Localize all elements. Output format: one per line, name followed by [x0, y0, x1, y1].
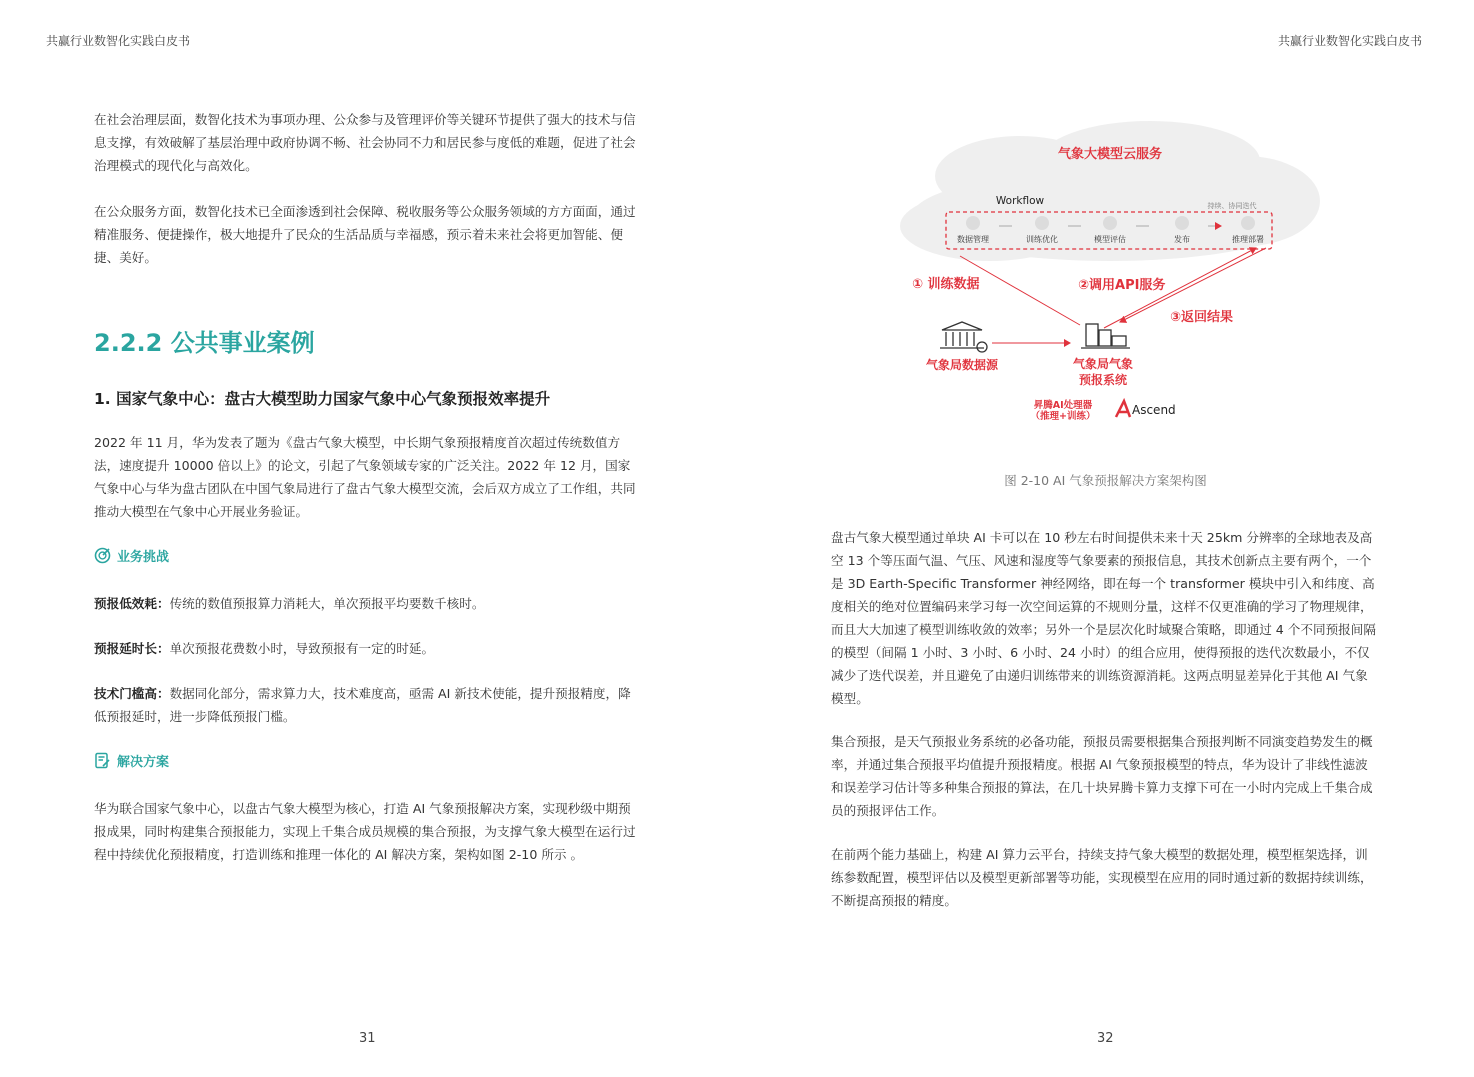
architecture-diagram [880, 116, 1340, 436]
step-publish: 发布 [1174, 235, 1190, 244]
business-challenge-heading [94, 546, 169, 565]
running-header-left: 共赢行业数智化实践白皮书 [46, 34, 191, 48]
publish-icon [1175, 216, 1189, 230]
paragraph-pangu-model: 盘古气象大模型通过单块 AI 卡可以在 10 秒左右时间提供未来十天 25km 分辨率的全球地表及高空 13 个等压面气温、气压、风速和湿度等气象要素的预报信息，其技术创新点主要有两个，一个是 3D Earth-Specific Transformer 神经网络，即在每一个 transformer 模块中引入和纬度、高度相关的绝对位置编码来学习每一次空间运算的不规则分量，这样不仅更准确的学习了物理规律，而且大大加速了模型训练收敛的效率；另外一个是层次化时域聚合策略，即通过 4 个不同预报间隔的模型（间隔 1 小时、3 小时、6 小时、24 小时）的组合应用，使得预报的迭代次数最小，不仅减少了迭代误差，并且避免了由递归训练带来的训练资源消耗。这两点明显差异化于其他 AI 气象模型。 [831, 530, 1376, 706]
architecture-figure [880, 116, 1340, 436]
page-number-left: 31 [359, 1031, 376, 1046]
step-data-manage: 数据管理 [957, 235, 989, 244]
step-training-optimize: 训练优化 [1026, 235, 1058, 244]
challenge-item-latency-label: 预报延时长： [94, 641, 170, 656]
ascend-logo-icon [1116, 401, 1130, 417]
challenge-item-latency [94, 637, 642, 660]
challenge-item-latency-text: 单次预报花费数小时，导致预报有一定的时延。 [169, 641, 435, 656]
solution-heading [94, 751, 169, 770]
paragraph-case-intro: 2022 年 11 月，华为发表了题为《盘古气象大模型，中长期气象预报精度首次超过传统数值方法，速度提升 10000 倍以上》的论文，引起了气象领域专家的广泛关注。2022 年 12 月，国家气象中心与华为盘古团队在中国气象局进行了盘古气象大模型交流，会后双方成立了工作组，共同推动大模型在气象中心开展业务验证。 [94, 435, 636, 519]
label-ascend-usage: （推理+训练） [1030, 411, 1096, 422]
page-number-right: 32 [1097, 1031, 1114, 1046]
label-system-line1: 气象局气象 [1072, 357, 1134, 371]
label-ascend-processor: 昇腾AI处理器 [1033, 400, 1093, 411]
paragraph-ensemble-forecast: 集合预报，是天气预报业务系统的必备功能，预报员需要根据集合预报判断不同演变趋势发生的概率，并通过集合预报平均值提升预报精度。根据 AI 气象预报模型的特点，华为设计了非线性滤波和误差学习估计等多种集合预报的算法，在几十块昇腾卡算力支撑下可在一小时内完成上千集合成员的预报评估工作。 [831, 734, 1373, 818]
business-challenge-label: 业务挑战 [117, 550, 170, 565]
running-header-right: 共赢行业数智化实践白皮书 [1277, 34, 1422, 48]
section-title: 2.2.2 公共事业案例 [94, 329, 315, 357]
data-manage-icon [966, 216, 980, 230]
challenge-item-efficiency-text: 传统的数值预报算力消耗大，单次预报平均要数千核时。 [169, 596, 485, 611]
challenge-item-threshold [94, 682, 642, 728]
workflow-label: Workflow [995, 195, 1045, 207]
paragraph-solution: 华为联合国家气象中心，以盘古气象大模型为核心，打造 AI 气象预报解决方案，实现秒级中期预报成果，同时构建集合预报能力，实现上千集合成员规模的集合预报，为支撑气象大模型在运行过程中持续优化预报精度，打造训练和推理一体化的 AI 解决方案，架构如图 2-10 所示 。 [94, 801, 636, 862]
step-model-eval: 模型评估 [1094, 235, 1126, 244]
label-return-result: ③返回结果 [1170, 310, 1234, 325]
ascend-brand: Ascend [1132, 403, 1176, 417]
challenge-item-threshold-text: 数据同化部分，需求算力大，技术难度高，亟需 AI 新技术使能，提升预报精度，降低预报延时，进一步降低预报门槛。 [94, 686, 631, 724]
challenge-item-efficiency [94, 592, 642, 615]
iterate-label: 持续、协同迭代 [1207, 202, 1257, 210]
solution-label: 解决方案 [117, 755, 170, 770]
label-system-line2: 预报系统 [1078, 373, 1128, 387]
deploy-icon [1241, 216, 1255, 230]
label-data-source: 气象局数据源 [925, 358, 999, 372]
challenge-item-threshold-label: 技术门槛高： [94, 686, 170, 701]
label-training-data: ① 训练数据 [912, 277, 980, 292]
figure-caption: 图 2-10 AI 气象预报解决方案架构图 [1004, 473, 1207, 488]
building-icon [940, 322, 987, 352]
paragraph-social-governance: 在社会治理层面，数智化技术为事项办理、公众参与及管理评价等关键环节提供了强大的技术与信息支撑，有效破解了基层治理中政府协调不畅、社会协同不力和居民参与度低的难题，促进了社会治理模式的现代化与高效化。 [94, 112, 636, 173]
target-check-icon [94, 547, 111, 564]
training-optimize-icon [1035, 216, 1049, 230]
challenge-item-efficiency-label: 预报低效耗： [94, 596, 170, 611]
paragraph-public-service: 在公众服务方面，数智化技术已全面渗透到社会保障、税收服务等公众服务领域的方方面面，通过精准服务、便捷操作，极大地提升了民众的生活品质与幸福感，预示着未来社会将更加智能、便捷、美好。 [94, 204, 636, 265]
paragraph-ai-cloud-platform: 在前两个能力基础上，构建 AI 算力云平台，持续支持气象大模型的数据处理，模型框架选择，训练参数配置，模型评估以及模型更新部署等功能，实现模型在应用的同时通过新的数据持续训练，不断提高预报的精度。 [831, 847, 1373, 908]
case-title: 1. 国家气象中心：盘古大模型助力国家气象中心气象预报效率提升 [94, 390, 551, 408]
model-eval-icon [1103, 216, 1117, 230]
document-edit-icon [94, 752, 111, 769]
cloud-title: 气象大模型云服务 [1057, 147, 1163, 162]
label-call-api: ②调用API服务 [1078, 278, 1166, 293]
step-deploy: 推理部署 [1232, 235, 1264, 244]
